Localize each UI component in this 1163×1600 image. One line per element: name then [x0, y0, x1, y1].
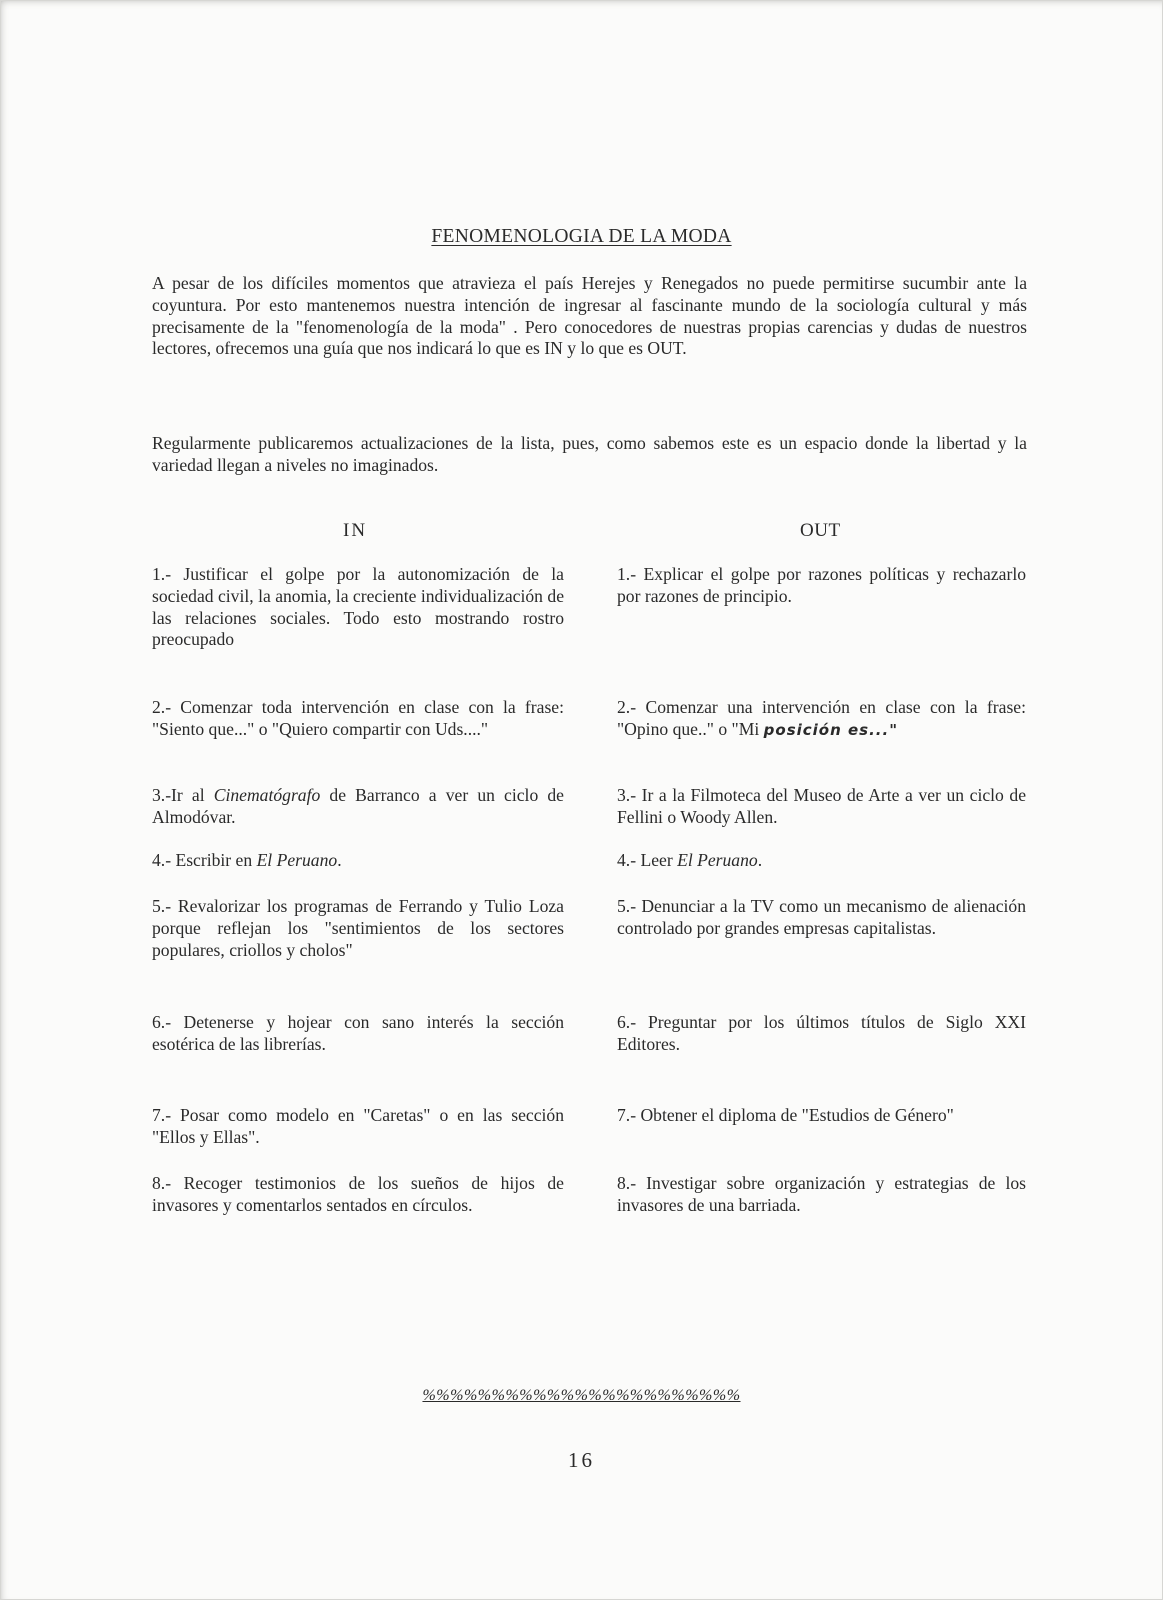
out-item-4-text-end: .: [757, 850, 763, 870]
section-divider: %%%%%%%%%%%%%%%%%%%%%%%: [422, 1387, 741, 1404]
out-item-1: 1.- Explicar el golpe por razones políticas y rechazarlo por razones de principio.: [617, 564, 1026, 606]
in-item-6: 6.- Detenerse y hojear con sano interés la sección esotérica de las librerías.: [152, 1012, 564, 1054]
out-item-2-handwritten: posición es...": [763, 720, 899, 739]
out-item-6: 6.- Preguntar por los últimos títulos de Siglo XXI Editores.: [617, 1012, 1026, 1054]
page-number: 16: [568, 1448, 595, 1472]
intro-paragraph-1: A pesar de los difíciles momentos que atravieza el país Herejes y Renegados no puede permitirse sucumbir ante la coyuntura. Por esto mantenemos nuestra intención de ingresar al fascinante mundo de la sociología cultural y más precisamente de la "fenomenología de la moda" . Pero conocedores de nuestras propias carencias y dudas de nuestros lectores, ofrecemos una guía que nos indicará lo que es IN y lo que es OUT.: [152, 273, 1027, 359]
in-item-3-text-end: de Barranco a ver un ciclo de Almodóvar.: [152, 785, 564, 827]
out-item-2-text: 2.- Comenzar una intervención en clase con la frase: "Opino que.." o "Mi: [617, 697, 1026, 739]
out-item-4: [617, 850, 1026, 872]
out-column-heading: OUT: [800, 520, 841, 541]
in-item-2: 2.- Comenzar toda intervención en clase con la frase: "Siento que..." o "Quiero compartir con Uds....": [152, 697, 564, 739]
in-item-4-text-end: .: [337, 850, 342, 870]
out-item-4-emphasis: El Peruano: [677, 850, 758, 870]
out-item-2: [617, 697, 1026, 742]
in-item-3: [152, 785, 564, 829]
in-item-3-emphasis: Cinematógrafo: [213, 785, 321, 805]
in-item-4: [152, 850, 564, 872]
document-title: FENOMENOLOGIA DE LA MODA: [431, 226, 732, 247]
in-item-3-text: 3.-Ir al: [152, 785, 214, 805]
out-item-8: 8.- Investigar sobre organización y estrategias de los invasores de una barriada.: [617, 1173, 1026, 1215]
in-column-heading: IN: [343, 520, 368, 541]
in-item-8: 8.- Recoger testimonios de los sueños de hijos de invasores y comentarlos sentados en círculos.: [152, 1173, 564, 1215]
out-item-3: 3.- Ir a la Filmoteca del Museo de Arte a ver un ciclo de Fellini o Woody Allen.: [617, 785, 1026, 827]
in-item-5: 5.- Revalorizar los programas de Ferrando y Tulio Loza porque reflejan los "sentimientos de los sectores populares, criollos y cholos": [152, 896, 564, 960]
in-item-4-emphasis: El Peruano: [256, 850, 338, 870]
out-item-5: 5.- Denunciar a la TV como un mecanismo de alienación controlado por grandes empresas capitalistas.: [617, 896, 1026, 938]
in-item-4-text: 4.- Escribir en: [152, 850, 257, 870]
out-item-7: 7.- Obtener el diploma de "Estudios de Género": [617, 1105, 954, 1125]
out-item-4-text: 4.- Leer: [617, 850, 678, 870]
intro-paragraph-2: Regularmente publicaremos actualizaciones de la lista, pues, como sabemos este es un espacio donde la libertad y la variedad llegan a niveles no imaginados.: [152, 433, 1027, 475]
in-item-7: 7.- Posar como modelo en "Caretas" o en las sección "Ellos y Ellas".: [152, 1105, 564, 1147]
in-item-1: 1.- Justificar el golpe por la autonomización de la sociedad civil, la anomia, la creciente individualización de las relaciones sociales. Todo esto mostrando rostro preocupado: [152, 564, 564, 650]
